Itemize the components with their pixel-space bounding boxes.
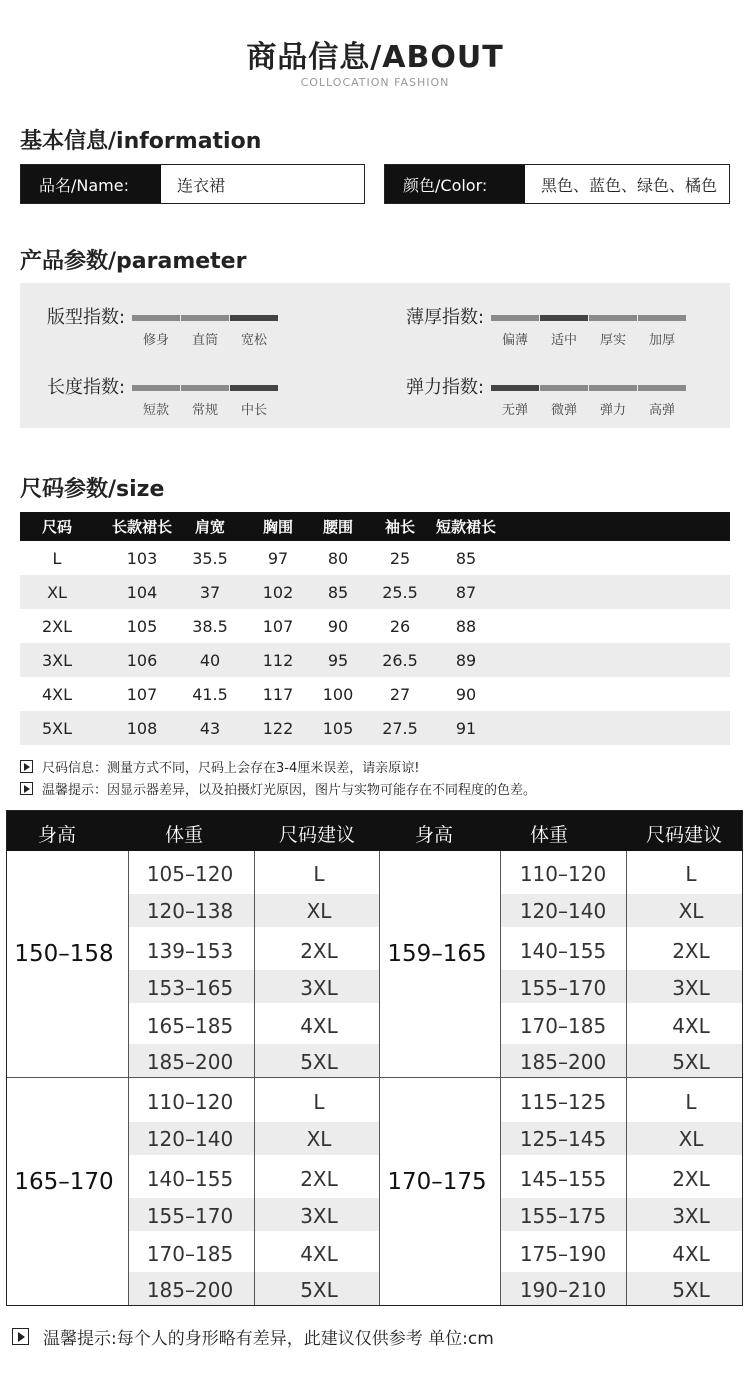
param-tick-label: 无弹 [501,403,528,418]
size-suggestion: 5XL [672,1278,710,1302]
size-cell: 90 [455,685,477,704]
size-note-text: 尺码信息：测量方式不同，尺码上会存在3-4厘米误差，请亲原谅! [42,761,420,776]
weight-range: 170–185 [146,1242,234,1266]
size-cell: 26 [389,617,411,636]
size-suggestion: 5XL [300,1278,338,1302]
name-label: 品名/Name: [21,165,161,203]
height-range: 165–170 [14,1169,114,1195]
size-header-cell: 肩宽 [194,518,226,536]
size-cell: 80 [327,549,349,568]
weight-range: 140–155 [519,939,607,963]
size-suggestion: L [313,862,325,886]
size-cell: 37 [199,583,221,602]
name-box [20,164,365,204]
recommendation-header-cell: 体重 [164,824,204,846]
color-note-text: 温馨提示：因显示器差异，以及拍摄灯光原因，图片与实物可能存在不同程度的色差。 [42,783,537,798]
size-cell: 106 [126,651,158,670]
size-cell: 3XL [41,651,73,670]
size-cell: L [52,549,62,568]
weight-range: 120–140 [519,899,607,923]
color-note [20,779,536,798]
size-cell: 85 [327,583,349,602]
size-suggestion: XL [306,1127,332,1151]
size-table [20,512,730,745]
table-row [20,541,730,575]
size-cell: 87 [455,583,477,602]
size-suggestion: 4XL [300,1014,338,1038]
param-tick-label: 微弹 [550,403,577,418]
size-cell: 95 [327,651,349,670]
size-cell: 117 [262,685,294,704]
weight-range: 139–153 [146,939,234,963]
weight-range: 115–125 [519,1090,607,1114]
weight-range: 110–120 [146,1090,234,1114]
size-suggestion: 2XL [672,939,710,963]
param-segment [230,385,278,391]
size-suggestion: XL [678,899,704,923]
param-tick-label: 直筒 [191,333,218,348]
size-suggestion: L [685,1090,697,1114]
param-tick-label: 高弹 [648,403,675,418]
param-label: 长度指数: [47,377,126,398]
size-title: 尺码参数/size [20,477,165,502]
weight-range: 105–120 [146,862,234,886]
size-cell: 4XL [41,685,73,704]
size-suggestion: 5XL [300,1050,338,1074]
size-cell: 27.5 [382,719,418,738]
size-cell: 103 [126,549,158,568]
size-cell: 112 [262,651,294,670]
parameter-panel [20,283,730,428]
size-suggestion: 3XL [672,976,710,1000]
param-label: 弹力指数: [406,377,485,398]
size-cell: 104 [126,583,158,602]
name-value: 连衣裙 [161,165,364,203]
size-cell: 107 [126,685,158,704]
size-note [20,757,419,776]
color-value: 黑色、蓝色、绿色、橘色 [525,165,729,203]
weight-range: 185–200 [146,1278,234,1302]
size-header-cell: 腰围 [322,518,354,536]
size-suggestion: 4XL [672,1014,710,1038]
size-suggestion: 2XL [300,1167,338,1191]
weight-range: 165–185 [146,1014,234,1038]
size-suggestion: 2XL [672,1167,710,1191]
table-row [20,711,730,745]
size-cell: 5XL [41,719,73,738]
weight-range: 140–155 [146,1167,234,1191]
param-segment [589,315,637,321]
recommendation-header-cell: 尺码建议 [278,824,356,846]
param-tick-label: 中长 [240,403,267,418]
size-cell: 35.5 [192,549,228,568]
param-segment [181,385,229,391]
height-range: 159–165 [387,941,487,967]
param-segment [638,385,686,391]
weight-range: 153–165 [146,976,234,1000]
size-cell: 27 [389,685,411,704]
size-cell: 2XL [41,617,73,636]
table-row [20,609,730,643]
size-cell: 107 [262,617,294,636]
size-cell: 100 [322,685,354,704]
weight-range: 170–185 [519,1014,607,1038]
basic-info-title: 基本信息/information [20,129,262,154]
recommendation-header-cell: 身高 [414,824,454,846]
size-cell: 97 [267,549,289,568]
weight-range: 120–138 [146,899,234,923]
recommendation-header-cell: 身高 [37,824,77,846]
size-cell: 89 [455,651,477,670]
weight-range: 155–170 [519,976,607,1000]
size-cell: 25.5 [382,583,418,602]
weight-range: 175–190 [519,1242,607,1266]
size-cell: 88 [455,617,477,636]
param-segment [132,315,180,321]
height-range: 150–158 [14,941,114,967]
size-table-header [20,512,730,541]
size-cell: 108 [126,719,158,738]
size-cell: 90 [327,617,349,636]
size-header-cell: 袖长 [384,518,416,536]
size-suggestion: L [313,1090,325,1114]
height-range: 170–175 [387,1169,487,1195]
size-cell: 105 [322,719,354,738]
page-subtitle: COLLOCATION FASHION [300,76,450,89]
param-segment [230,315,278,321]
weight-range: 185–200 [146,1050,234,1074]
table-row [20,677,730,711]
param-segment [491,315,539,321]
weight-range: 190–210 [519,1278,607,1302]
size-cell: 105 [126,617,158,636]
size-cell: 43 [199,719,221,738]
size-cell: 85 [455,549,477,568]
weight-range: 110–120 [519,862,607,886]
param-segment [132,385,180,391]
weight-range: 125–145 [519,1127,607,1151]
color-box [384,164,730,204]
play-icon [12,1328,29,1345]
size-suggestion: XL [306,899,332,923]
page-title: 商品信息/ABOUT [246,40,504,75]
size-cell: 40 [199,651,221,670]
table-row [20,643,730,677]
size-cell: 41.5 [192,685,228,704]
size-suggestion: 3XL [300,1204,338,1228]
weight-range: 155–175 [519,1204,607,1228]
param-tick-label: 弹力 [599,403,626,418]
weight-range: 155–170 [146,1204,234,1228]
table-row [20,575,730,609]
size-cell: 26.5 [382,651,418,670]
param-segment [638,315,686,321]
size-suggestion: 3XL [672,1204,710,1228]
param-tick-label: 修身 [142,333,169,348]
size-suggestion: L [685,862,697,886]
size-header-cell: 长款裙长 [111,518,173,536]
size-header-cell: 短款裙长 [435,518,497,536]
size-suggestion: 3XL [300,976,338,1000]
size-header-cell: 胸围 [262,518,294,536]
param-tick-label: 宽松 [240,333,267,348]
recommendation-header [7,811,742,851]
size-cell: 102 [262,583,294,602]
param-tick-label: 厚实 [599,333,626,348]
block-divider [7,1077,742,1078]
param-segment [589,385,637,391]
weight-range: 145–155 [519,1167,607,1191]
size-cell: 38.5 [192,617,228,636]
param-tick-label: 偏薄 [501,333,528,348]
parameter-title: 产品参数/parameter [20,249,247,274]
weight-range: 120–140 [146,1127,234,1151]
size-suggestion: 4XL [672,1242,710,1266]
param-label: 薄厚指数: [406,307,485,328]
param-tick-label: 加厚 [648,333,675,348]
play-icon [20,782,33,795]
param-label: 版型指数: [47,307,126,328]
color-label: 颜色/Color: [385,165,525,203]
recommendation-header-cell: 体重 [529,824,569,846]
weight-range: 185–200 [519,1050,607,1074]
param-tick-label: 适中 [550,333,577,348]
play-icon [20,760,33,773]
recommendation-header-cell: 尺码建议 [645,824,723,846]
size-suggestion: 2XL [300,939,338,963]
size-cell: 122 [262,719,294,738]
param-tick-label: 常规 [191,403,218,418]
size-cell: 25 [389,549,411,568]
param-segment [540,385,588,391]
size-suggestion: 4XL [300,1242,338,1266]
size-recommendation-table [6,810,743,1306]
size-suggestion: XL [678,1127,704,1151]
size-cell: XL [47,583,67,602]
size-header-cell: 尺码 [41,518,73,536]
column-divider [379,851,380,1305]
param-segment [540,315,588,321]
footnote [12,1324,494,1349]
footnote-text: 温馨提示:每个人的身形略有差异，此建议仅供参考 单位:cm [43,1329,494,1349]
param-tick-label: 短款 [142,403,169,418]
size-suggestion: 5XL [672,1050,710,1074]
size-cell: 91 [455,719,477,738]
param-segment [491,385,539,391]
param-segment [181,315,229,321]
